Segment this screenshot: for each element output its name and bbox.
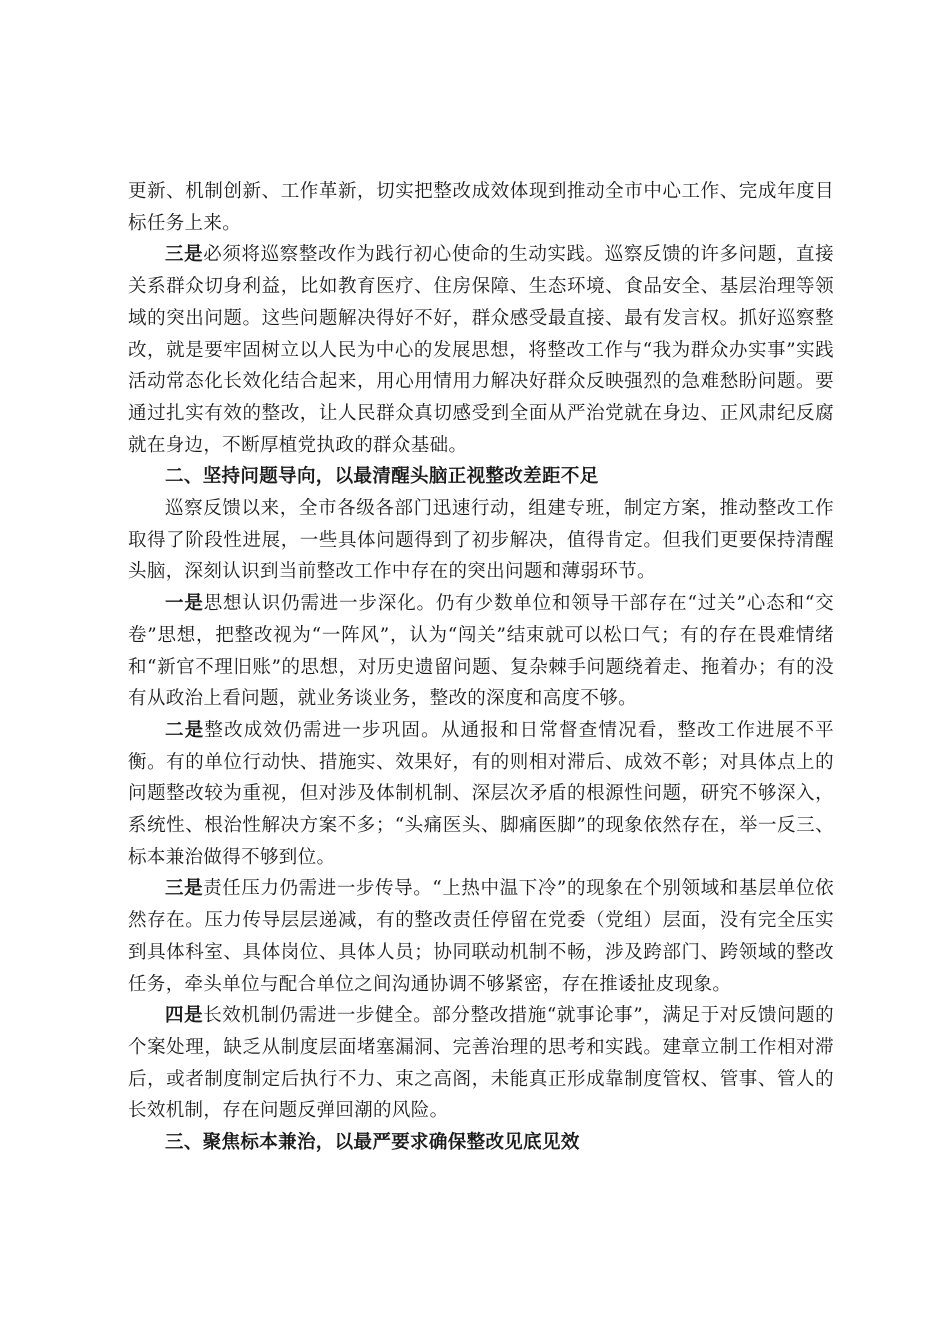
paragraph-lead: 四是	[165, 1005, 204, 1027]
paragraph-lead: 三是	[165, 244, 204, 266]
paragraph-point-four	[128, 1000, 834, 1127]
paragraph-continuation: 更新、机制创新、工作革新，切实把整改成效体现到推动全市中心工作、完成年度目标任务上来。	[128, 181, 834, 234]
document-page	[128, 176, 834, 1159]
paragraph-point-two	[128, 715, 834, 874]
paragraph-lead: 一是	[165, 593, 204, 615]
paragraph-body: 思想认识仍需进一步深化。仍有少数单位和领导干部存在“过关”心态和“交卷”思想，把整改视为“一阵风”，认为“闯关”结束就可以松口气；有的存在畏难情绪和“新官不理旧账”的思想，对历史遗留问题、复杂棘手问题绕着走、拖着办；有的没有从政治上看问题，就业务谈业务，整改的深度和高度不够。	[128, 593, 834, 710]
paragraph-point-three	[128, 239, 834, 461]
paragraph-lead: 三是	[165, 878, 204, 900]
paragraph-body: 长效机制仍需进一步健全。部分整改措施“就事论事”，满足于对反馈问题的个案处理，缺乏从制度层面堵塞漏洞、完善治理的思考和实践。建章立制工作相对滞后，或者制度制定后执行不力、束之高阁，未能真正形成靠制度管权、管事、管人的长效机制，存在问题反弹回潮的风险。	[128, 1005, 834, 1122]
paragraph-intro: 巡察反馈以来，全市各级各部门迅速行动，组建专班，制定方案，推动整改工作取得了阶段性进展，一些具体问题得到了初步解决，值得肯定。但我们更要保持清醒头脑，深刻认识到当前整改工作中存在的突出问题和薄弱环节。	[128, 498, 834, 583]
paragraph-body: 责任压力仍需进一步传导。“上热中温下冷”的现象在个别领域和基层单位依然存在。压力传导层层递减，有的整改责任停留在党委（党组）层面，没有完全压实到具体科室、具体岗位、具体人员；协同联动机制不畅，涉及跨部门、跨领域的整改任务，牵头单位与配合单位之间沟通协调不够紧密，存在推诿扯皮现象。	[128, 878, 834, 995]
paragraph-lead: 二是	[165, 719, 205, 741]
section-heading-two: 二、坚持问题导向，以最清醒头脑正视整改差距不足	[165, 466, 599, 488]
paragraph-body: 必须将巡察整改作为践行初心使命的生动实践。巡察反馈的许多问题，直接关系群众切身利益，比如教育医疗、住房保障、生态环境、食品安全、基层治理等领域的突出问题。这些问题解决得好不好，群众感受最直接、最有发言权。抓好巡察整改，就是要牢固树立以人民为中心的发展思想，将整改工作与“我为群众办实事”实践活动常态化长效化结合起来，用心用情用力解决好群众反映强烈的急难愁盼问题。要通过扎实有效的整改，让人民群众真切感受到全面从严治党就在身边、正风肃纪反腐就在身边，不断厚植党执政的群众基础。	[128, 244, 834, 456]
paragraph-point-one	[128, 588, 834, 715]
section-heading-three: 三、聚焦标本兼治，以最严要求确保整改见底见效	[165, 1132, 580, 1154]
paragraph-body: 整改成效仍需进一步巩固。从通报和日常督查情况看，整改工作进展不平衡。有的单位行动快、措施实、效果好，有的则相对滞后、成效不彰；对具体点上的问题整改较为重视，但对涉及体制机制、深层次矛盾的根源性问题，研究不够深入，系统性、根治性解决方案不多；“头痛医头、脚痛医脚”的现象依然存在，举一反三、标本兼治做得不够到位。	[128, 719, 834, 868]
paragraph-point-three-b	[128, 873, 834, 1000]
